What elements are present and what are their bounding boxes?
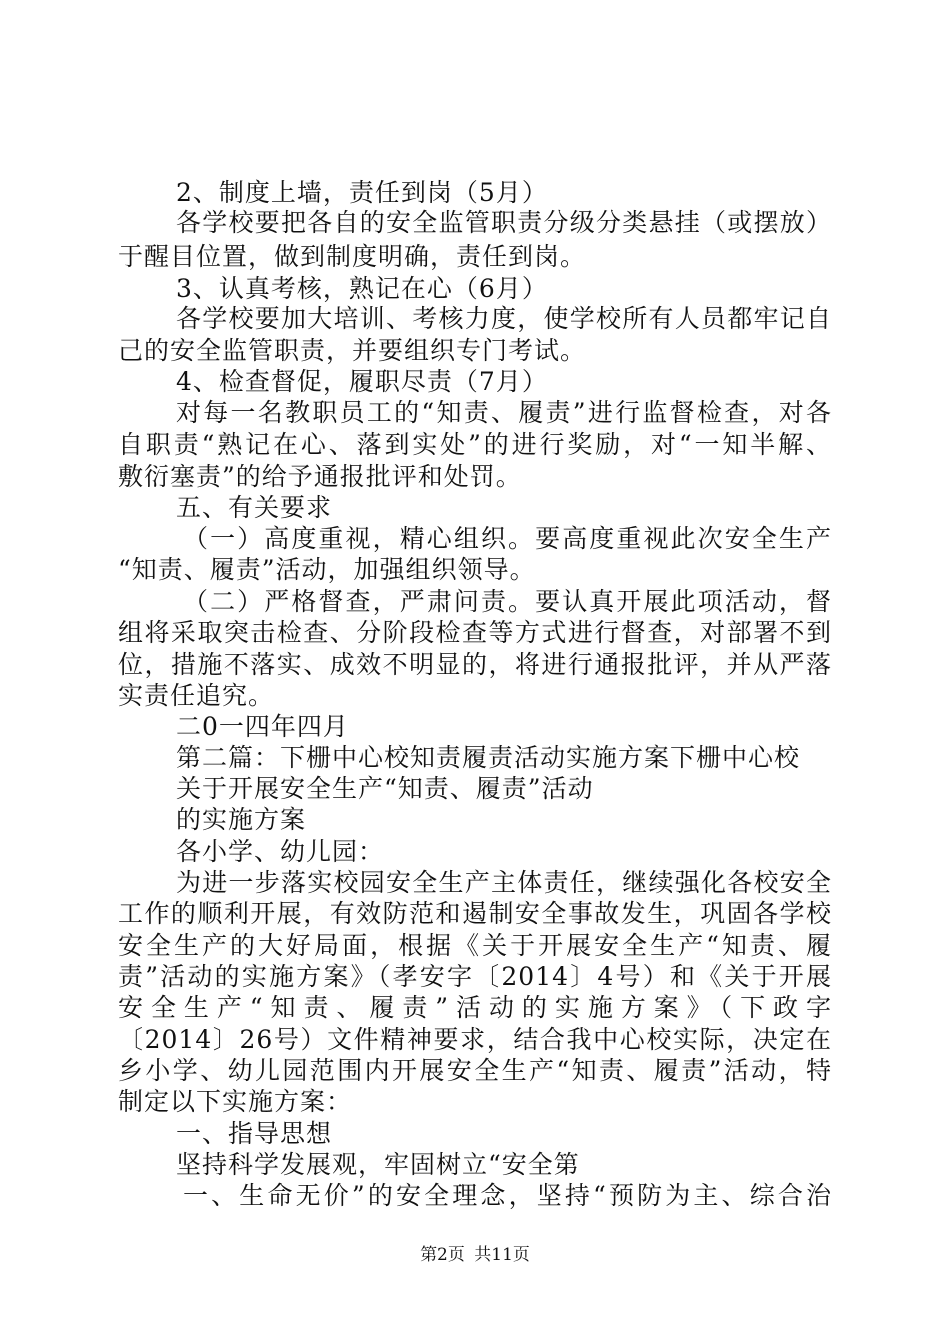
section-heading: 一、指导思想 [176, 1119, 333, 1148]
text-line: 安全生产“知责、履责”活动的实施方案》（下政字 [118, 993, 832, 1022]
text-line: 自职责“熟记在心、落到实处”的进行奖励，对“一知半解、 [118, 430, 832, 459]
section-heading: 五、有关要求 [176, 493, 333, 522]
text-line: 乡小学、幼儿园范围内开展安全生产“知责、履责”活动，特 [118, 1056, 832, 1085]
text-line: 对每一名教职员工的“知责、履责”进行监督检查，对各 [176, 398, 832, 427]
text-line: 己的安全监管职责，并要组织专门考试。 [118, 336, 587, 365]
text-line: 关于开展安全生产“知责、履责”活动 [176, 774, 594, 803]
text-line: 安全生产的大好局面，根据《关于开展安全生产“知责、履 [118, 931, 832, 960]
text-line: 〔2014〕26号）文件精神要求，结合我中心校实际，决定在 [118, 1025, 832, 1054]
text-line: 4、检查督促，履职尽责（7月） [176, 367, 548, 396]
text-line: 为进一步落实校园安全生产主体责任，继续强化各校安全 [176, 868, 832, 897]
chapter-title: 第二篇：下栅中心校知责履责活动实施方案下栅中心校 [176, 743, 801, 772]
text-line: 实责任追究。 [118, 681, 275, 710]
text-line: 各学校要加大培训、考核力度，使学校所有人员都牢记自 [176, 304, 832, 333]
text-line: 3、认真考核，熟记在心（6月） [176, 274, 548, 303]
date-line: 二0一四年四月 [176, 712, 349, 741]
text-line: 组将采取突击检查、分阶段检查等方式进行督查，对部署不到 [118, 618, 832, 647]
addressee-line: 各小学、幼儿园： [176, 837, 385, 866]
text-line: 一、生命无价”的安全理念，坚持“预防为主、综合治 [183, 1181, 832, 1210]
text-line: 责”活动的实施方案》（孝安字〔2014〕4号）和《关于开展 [118, 962, 832, 991]
text-line: （一）高度重视，精心组织。要高度重视此次安全生产 [183, 524, 832, 553]
text-line: “知责、履责”活动，加强组织领导。 [118, 555, 536, 584]
text-line: 2、制度上墙，责任到岗（5月） [176, 178, 548, 207]
text-line: （二）严格督查，严肃问责。要认真开展此项活动，督 [183, 587, 832, 616]
page-footer [0, 1244, 950, 1266]
page-total: 共11页 [474, 1245, 530, 1265]
page-number: 第2页 [420, 1245, 465, 1265]
text-line: 坚持科学发展观，牢固树立“安全第 [176, 1150, 580, 1179]
text-line: 制定以下实施方案： [118, 1087, 353, 1116]
text-line: 工作的顺利开展，有效防范和遏制安全事故发生，巩固各学校 [118, 899, 832, 928]
text-line: 于醒目位置，做到制度明确，责任到岗。 [118, 242, 587, 271]
text-line: 位，措施不落实、成效不明显的，将进行通报批评，并从严落 [118, 650, 832, 679]
text-line: 各学校要把各自的安全监管职责分级分类悬挂（或摆放） [176, 208, 832, 237]
text-line: 敷衍塞责”的给予通报批评和处罚。 [118, 462, 522, 491]
text-line: 的实施方案 [176, 805, 307, 834]
